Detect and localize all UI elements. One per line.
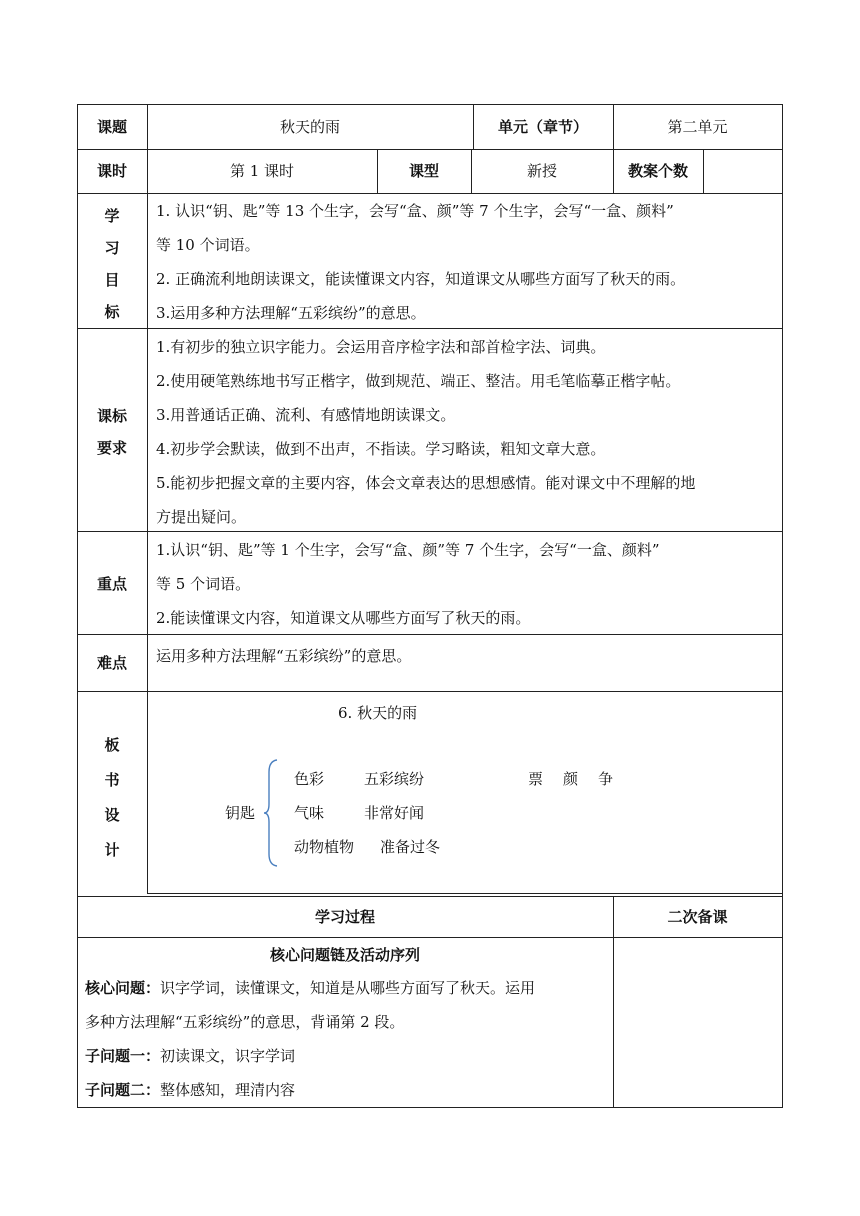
difficulty-text: 运用多种方法理解“五彩缤纷”的意思。	[156, 647, 412, 665]
board-root-word: 钥匙	[225, 804, 256, 822]
board-char-2: 颜	[563, 770, 579, 788]
core-question-label: 核心问题：	[85, 979, 161, 997]
second-prep-header: 二次备课	[667, 908, 728, 926]
curly-brace-icon	[262, 758, 282, 868]
type-value: 新授	[526, 162, 557, 180]
key-points-text: 1.认识“钥、匙”等 1 个生字，会写“盒、颜”等 7 个生字，会写“一盒、颜料” 等 5 个词语。 2.能读懂课文内容，知道课文从哪些方面写了秋天的雨。	[156, 541, 660, 627]
label-type: 课型	[408, 162, 439, 180]
label-unit: 单元（章节）	[497, 118, 588, 136]
core-question-text: 核心问题：识字学词，读懂课文，知道是从哪些方面写了秋天。运用 多种方法理解“五彩缤纷”的意思，背诵第 2 段。 子问题一：初读课文，识字学词 子问题二：整体感知，理清内容	[85, 979, 536, 1099]
label-board-design: 板 书 设 计	[104, 736, 120, 859]
label-topic: 课题	[96, 118, 127, 136]
sub-question-2-label: 子问题二：	[85, 1081, 161, 1099]
unit-value: 第二单元	[667, 118, 728, 136]
label-key-points: 重点	[96, 575, 127, 593]
label-plan-count: 教案个数	[627, 162, 688, 180]
sub-question-1-label: 子问题一：	[85, 1047, 161, 1065]
board-title: 6. 秋天的雨	[338, 704, 418, 722]
learning-goals-text: 1. 认识“钥、匙”等 13 个生字，会写“盒、颜”等 7 个生字，会写“一盒、颜料” 等 10 个词语。 2. 正确流利地朗读课文，能读懂课文内容，知道课文从哪些方面写了秋天的雨。 3.运用多种方法理解“五彩缤纷”的意思。	[156, 202, 686, 322]
board-branch-3-a: 动物植物	[294, 838, 355, 856]
period-value: 第 1 课时	[229, 162, 295, 180]
board-branch-2-a: 气味	[294, 804, 325, 822]
board-branch-1-b: 五彩缤纷	[364, 770, 425, 788]
label-learning-goals: 学 习 目 标	[104, 207, 120, 321]
lesson-topic: 秋天的雨	[279, 118, 340, 136]
core-chain-subtitle: 核心问题链及活动序列	[269, 946, 420, 964]
label-period: 课时	[96, 162, 127, 180]
learning-process-header: 学习过程	[314, 908, 375, 926]
board-branch-1-a: 色彩	[294, 770, 325, 788]
board-branch-3-b: 准备过冬	[380, 838, 441, 856]
label-curriculum-standards: 课标 要求	[96, 407, 127, 457]
curriculum-standards-text: 1.有初步的独立识字能力。会运用音序检字法和部首检字法、词典。 2.使用硬笔熟练地书写正楷字，做到规范、端正、整洁。用毛笔临摹正楷字帖。 3.用普通话正确、流利、有感情地朗读课文。 4.初步学会默读，做到不出声，不指读。学习略读，粗知文章大意。 5.能初步把握文章的主要内容，体会文章表达的思想感情。能对课文中不理解的地 方提出疑问。	[156, 338, 696, 526]
label-difficulty: 难点	[96, 654, 127, 672]
board-char-3: 争	[598, 770, 614, 788]
board-branch-2-b: 非常好闻	[364, 804, 425, 822]
board-char-1: 票	[528, 770, 544, 788]
